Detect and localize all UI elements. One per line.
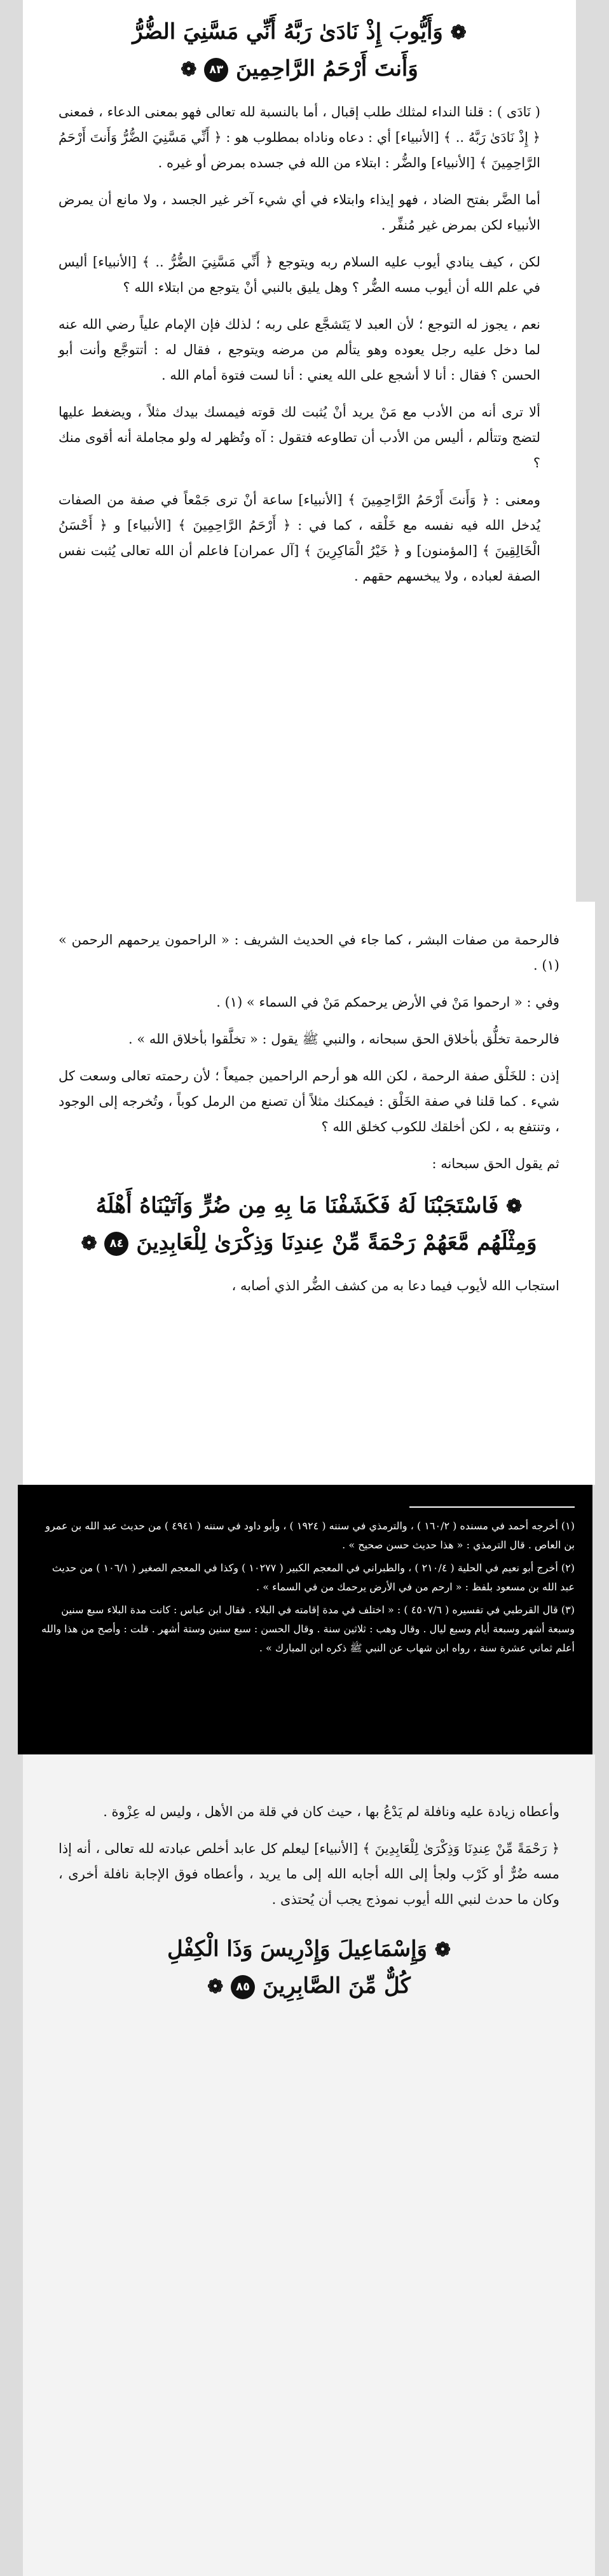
ornament-icon: ❁ [81, 1232, 97, 1255]
verse-line: كُلٌّ مِّنَ الصَّابِرِينَ [262, 1973, 411, 1999]
page-section-1 [23, 0, 576, 902]
paragraph: فالرحمة من صفات البشر ، كما جاء في الحديث الشريف : « الراحمون يرحمهم الرحمن » (١) . [58, 932, 559, 973]
verse-line: وَأَيُّوبَ إِذْ نَادَىٰ رَبَّهُ أَنِّي مَسَّنِيَ الضُّرُّ [132, 19, 443, 45]
paragraph: ثم يقول الحق سبحانه : [432, 1156, 559, 1171]
verse-line: وَإِسْمَاعِيلَ وَإِدْرِيسَ وَذَا الْكِفْلِ [167, 1936, 427, 1962]
verse-83 [23, 0, 576, 88]
paragraph: ( نَادَى ) : قلنا النداء لمثلك طلب إقبال ، أما بالنسبة لله تعالى فهو بمعنى الدعاء ، فمعنى ﴿ إِذْ نَادَىٰ رَبَّهُ .. ﴾ [الأنبياء] أي : دعاه وناداه بمطلوب هو : ﴿ أَنِّي مَسَّنِيَ الضُّرُّ وَأَنتَ أَرْحَمُ الرَّاحِمِينَ ﴾ [الأنبياء] والضُّر : ابتلاء من الله في جسده بمرض أو غيره . [58, 104, 540, 170]
page-section-2 [23, 902, 595, 1485]
paragraph: أما الضَّر بفتح الضاد ، فهو إيذاء وابتلاء في أي شيء آخر غير الجسد ، ولا مانع أن يمرض الأنبياء لكن بمرض غير مُنفِّر . [58, 192, 540, 233]
paragraph: استجاب الله لأيوب فيما دعا به من كشف الضُّر الذي أصابه ، [231, 1278, 559, 1293]
verse-line: وَمِثْلَهُم مَّعَهُمْ رَحْمَةً مِّنْ عِندِنَا وَذِكْرَىٰ لِلْعَابِدِينَ [136, 1230, 537, 1255]
ornament-icon: ❁ [434, 1939, 451, 1961]
ornament-icon: ❁ [506, 1195, 523, 1218]
ornament-icon: ❁ [450, 22, 467, 44]
paragraph: إذن : للخَلْق صفة الرحمة ، لكن الله هو أرحم الراحمين جميعاً ؛ لأن رحمته تعالى وسعت كل شيء . كما قلنا في صفة الخَلْق : فيمكنك مثلاً أن تصنع من الرمل كوباً ، وتُخرجه إلى الوجود ، وتنتفع به ، لكن أخلقك للكوب كخلق الله ؟ [58, 1068, 559, 1134]
page-section-3 [23, 1754, 595, 2576]
footnote: (١) أخرجه أحمد في مسنده ( ١٦٠/٢ ) ، والترمذي في سننه ( ١٩٢٤ ) ، وأبو داود في سننه ( ٤٩٤١ ) من حديث عبد الله بن عمرو بن العاص . قال الترمذي : « هذا حديث حسن صحيح » . [45, 1520, 575, 1551]
ornament-icon: ❁ [181, 59, 197, 81]
verse-84 [23, 1188, 595, 1262]
footnotes-block [18, 1485, 592, 1754]
footnote-divider [409, 1506, 575, 1508]
paragraph: نعم ، يجوز له التوجع ؛ لأن العبد لا يَتَشجَّع على ربه ؛ لذلك فإن الإمام علياً رضي الله عنه لما دخل عليه رجل يعوده وهو يتألم من مرضه ويتوجع ، فقال له : أتتوجَّع وأنت أبو الحسن ؟ فقال : أنا لا أشجع على الله يعني : أنا لست فتوة أمام الله . [58, 317, 540, 383]
paragraph: لكن ، كيف ينادي أيوب عليه السلام ربه ويتوجع ﴿ أَنِّي مَسَّنِيَ الضُّرُّ .. ﴾ [الأنبياء] أليس في علم الله أن أيوب مسه الضُّر ؟ وهل يليق بالنبي أنْ يتوجع من ابتلاء الله ؟ [58, 254, 540, 295]
paragraph: وفي : « ارحموا مَنْ في الأرض يرحمكم مَنْ في السماء » (١) . [216, 995, 559, 1010]
verse-number-badge: ٨٣ [204, 58, 228, 82]
ornament-icon: ❁ [207, 1976, 224, 1998]
paragraph: ومعنى : ﴿ وَأَنتَ أَرْحَمُ الرَّاحِمِينَ ﴾ [الأنبياء] ساعة أنْ ترى جَمْعاً في صفة من الصفات يُدخل الله فيه نفسه مع خَلْقه ، كما في : ﴿ أَرْحَمُ الرَّاحِمِينَ ﴾ [الأنبياء] و ﴿ أَحْسَنُ الْخَالِقِينَ ﴾ [المؤمنون] و ﴿ خَيْرُ الْمَاكِرِينَ ﴾ [آل عمران] فاعلم أن الله تعالى يُثبت نفس الصفة لعباده ، ولا يبخسهم حقهم . [58, 492, 540, 584]
verse-number-badge: ٨٤ [104, 1232, 128, 1256]
footnote: (٣) قال القرطبي في تفسيره ( ٤٥٠٧/٦ ) : « اختلف في مدة إقامته في البلاء . فقال ابن عباس : كانت مدة البلاء سبع سنين وسبعة أشهر وسبعة أيام وسبع ليال . وقال وهب : ثلاثين سنة . وقال الحسن : سبع سنين وستة أشهر . قلت : وأصح من هذا والله أعلم ثماني عشرة سنة ، رواه ابن شهاب عن النبي ﷺ ذكره ابن المبارك » . [41, 1604, 575, 1654]
paragraph: ﴿ رَحْمَةً مِّنْ عِندِنَا وَذِكْرَىٰ لِلْعَابِدِينَ ﴾ [الأنبياء] ليعلم كل عابد أخلص عبادته لله تعالى ، أنه إذا مسه ضُرٌّ أو كَرْب ولجأ إلى الله أجابه الله إلى ما يريد ، وأعطاه فوق الإجابة نافلة أخرى ، وكان ما حدث لنبي الله أيوب نموذج يجب أن يُحتذى . [58, 1841, 559, 1907]
verse-line: فَاسْتَجَبْنَا لَهُ فَكَشَفْنَا مَا بِهِ مِن ضُرٍّ وَآتَيْنَاهُ أَهْلَهُ [95, 1193, 499, 1218]
paragraph: ألا ترى أنه من الأدب مع مَنْ يريد أنْ يُثبت لك قوته فيمسك بيدك مثلاً ، ويضغط عليها لتضج وتتألم ، أليس من الأدب أن تطاوعه فتقول : آه وتُظهر له ولو مجاملة أنه أقوى منك ؟ [58, 404, 540, 471]
verse-line: وَأَنتَ أَرْحَمُ الرَّاحِمِينَ [236, 56, 418, 81]
footnote: (٢) أخرج أبو نعيم في الحلية ( ٢١٠/٤ ) ، والطبراني في المعجم الكبير ( ١٠٢٧٧ ) وكذا في المعجم الصغير ( ١٠٦/١ ) من حديث عبد الله بن مسعود بلفظ : « ارحم من في الأرض يرحمك من في السماء » . [51, 1562, 575, 1593]
verse-85 [23, 1931, 595, 2005]
paragraph: وأعطاه زيادة عليه ونافلة لم يَدْعُ بها ، حيث كان في قلة من الأهل ، وليس له عِزْوة . [103, 1804, 559, 1819]
verse-number-badge: ٨٥ [231, 1975, 255, 1999]
paragraph: فالرحمة تخلُّق بأخلاق الحق سبحانه ، والنبي ﷺ يقول : « تخلَّقوا بأخلاق الله » . [128, 1031, 559, 1047]
